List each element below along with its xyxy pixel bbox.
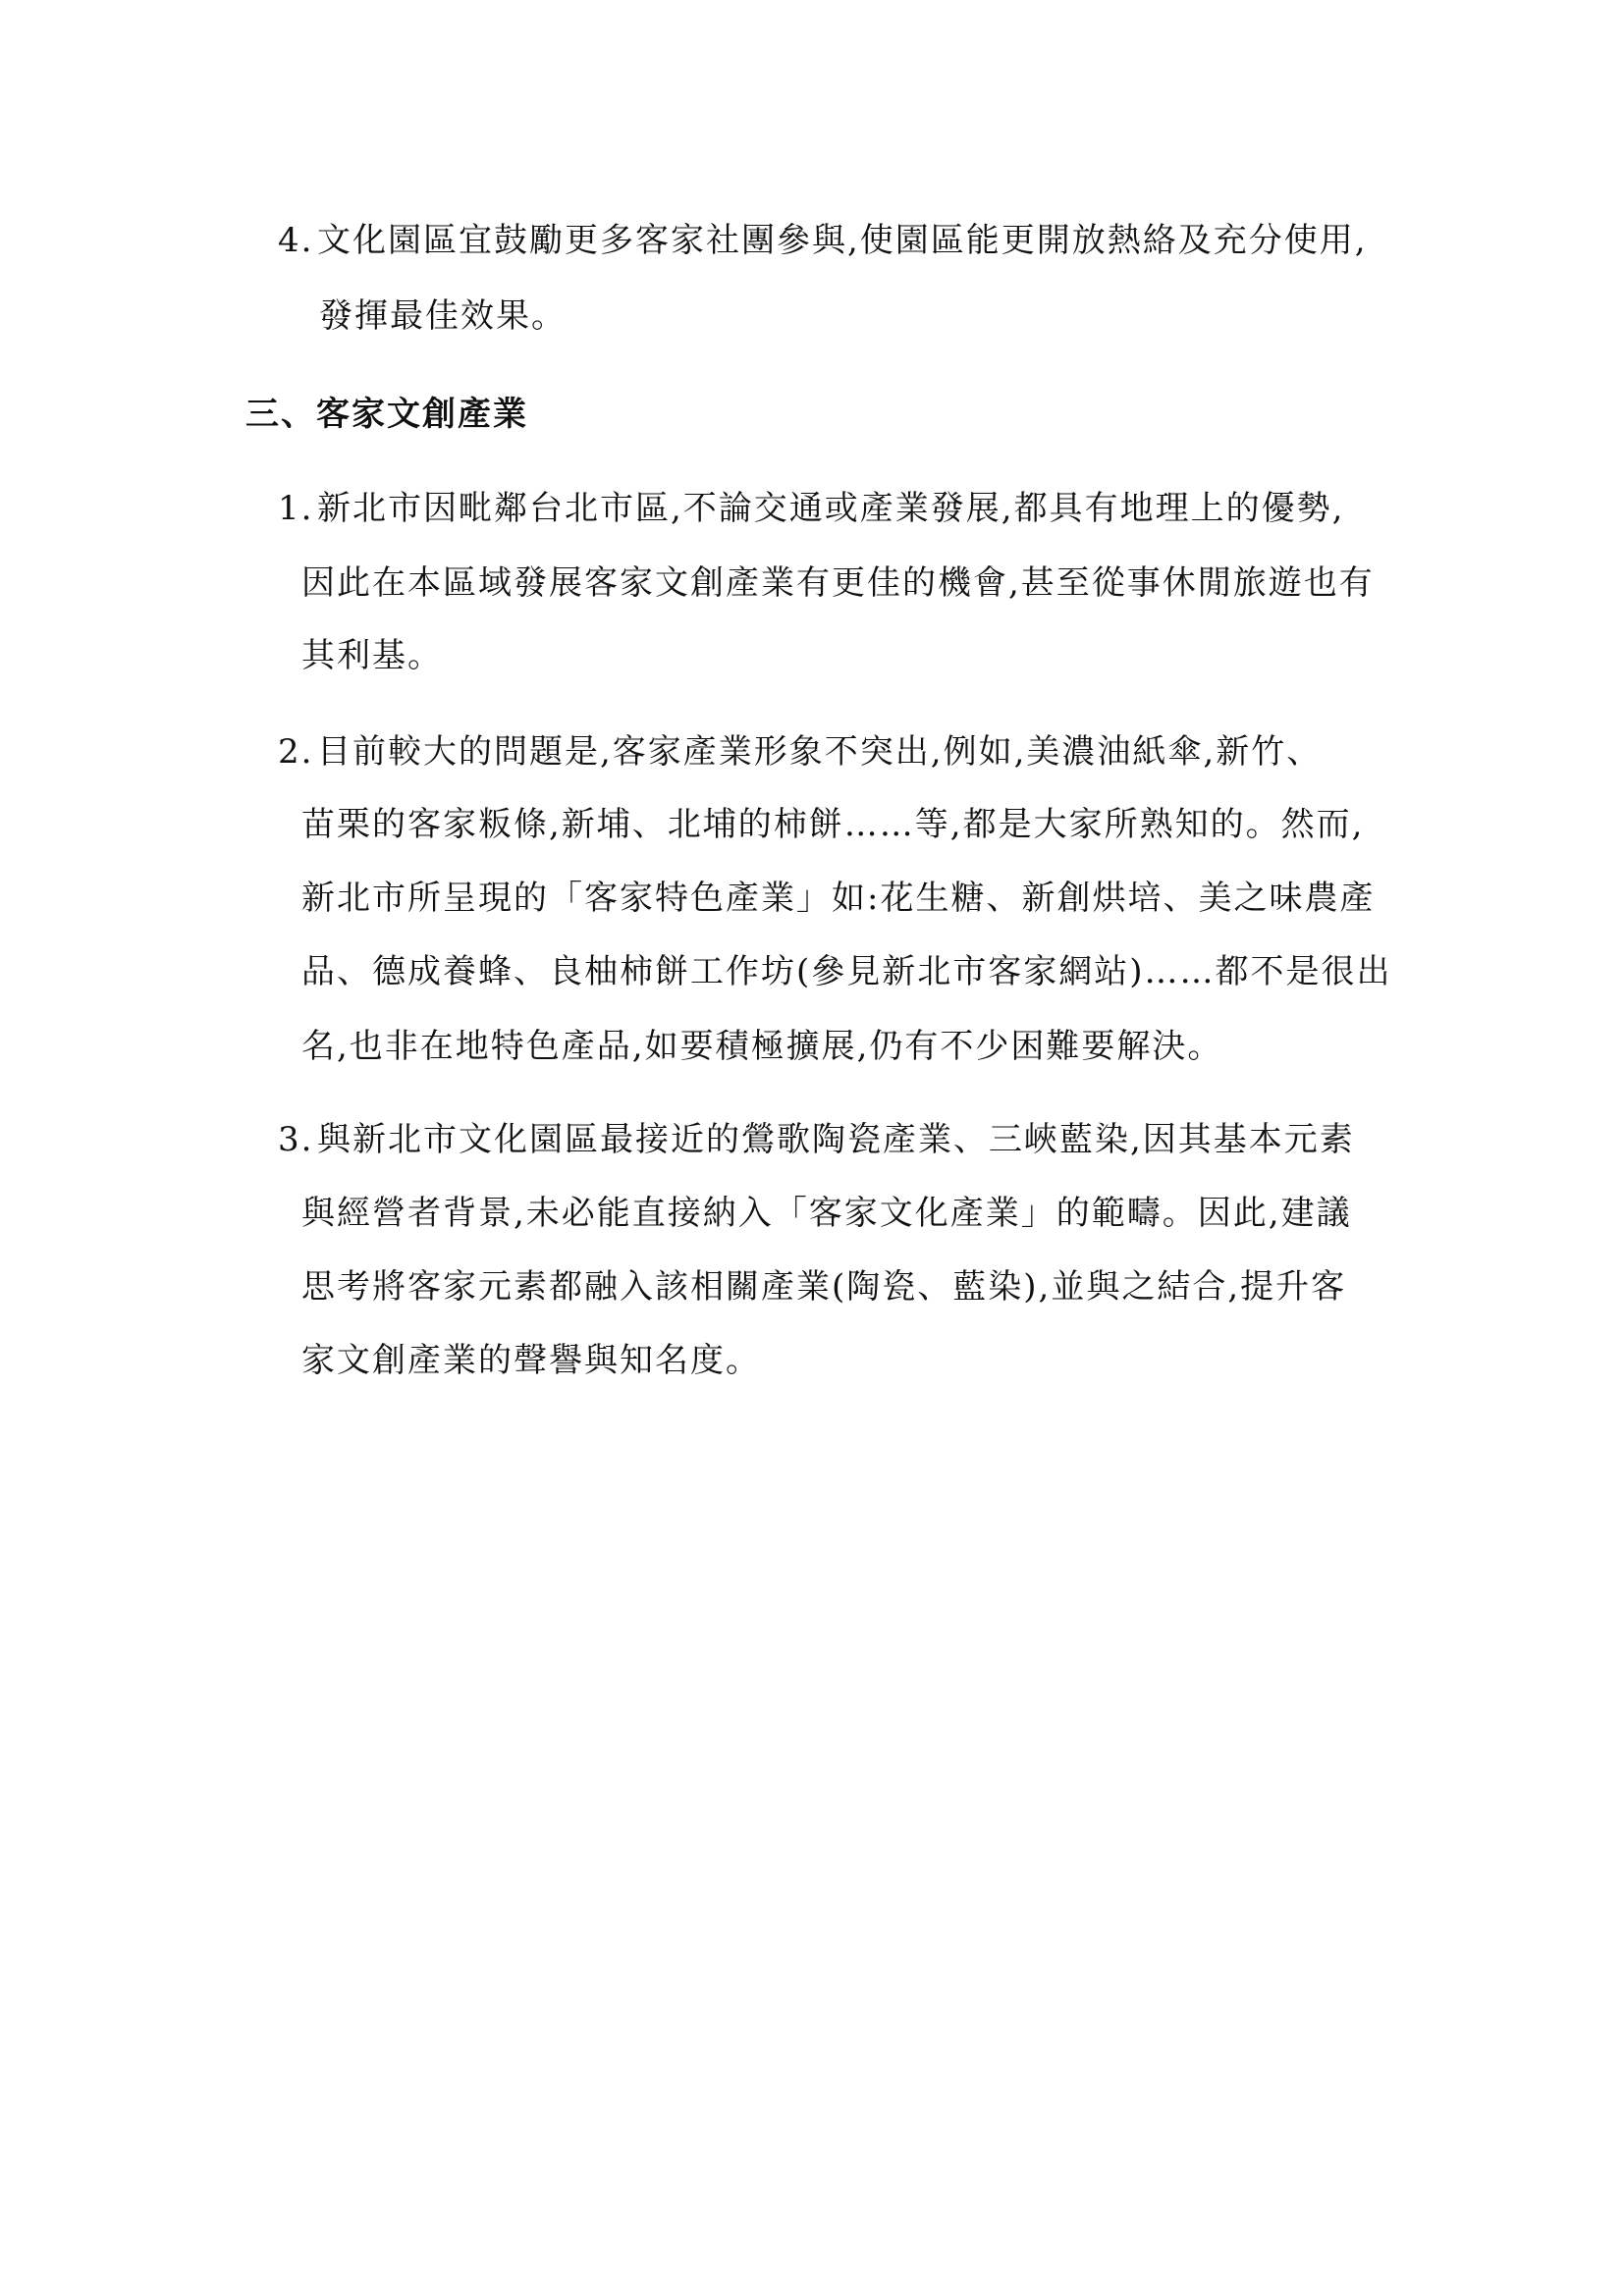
item-3-line-4: 家文創產業的聲譽與知名度。 — [301, 1341, 761, 1380]
item-4-line-1 — [278, 221, 1368, 260]
item-4-line-2: 發揮最佳效果。 — [319, 296, 567, 336]
item-1-line-1 — [278, 489, 1344, 528]
item-3-line-2: 與經營者背景,未必能直接納入「客家文化產業」的範疇。因此,建議 — [301, 1194, 1352, 1233]
item-2-line-5: 名,也非在地特色產品,如要積極擴展,仍有不少困難要解決。 — [301, 1027, 1223, 1066]
item-1-text-1: 新北市因毗鄰台北市區,不論交通或產業發展,都具有地理上的優勢, — [317, 489, 1345, 528]
item-4-text-1: 文化園區宜鼓勵更多客家社團參與,使園區能更開放熱絡及充分使用, — [317, 221, 1368, 260]
item-1-line-3: 其利基。 — [301, 636, 443, 675]
item-1-line-2: 因此在本區域發展客家文創產業有更佳的機會,甚至從事休閒旅遊也有 — [301, 563, 1375, 603]
item-3-text-1: 與新北市文化園區最接近的鶯歌陶瓷產業、三峽藍染,因其基本元素 — [317, 1120, 1355, 1159]
item-4-number: 4. — [278, 221, 314, 260]
item-3-line-3: 思考將客家元素都融入該相關產業(陶瓷、藍染),並與之結合,提升客 — [301, 1267, 1347, 1307]
item-2-number: 2. — [278, 732, 314, 772]
item-2-line-3: 新北市所呈現的「客家特色產業」如:花生糖、新創烘培、美之味農產 — [301, 879, 1376, 918]
item-1-number: 1. — [278, 489, 314, 528]
item-2-line-2: 苗栗的客家粄條,新埔、北埔的柿餅……等,都是大家所熟知的。然而, — [301, 805, 1365, 844]
section-heading: 三、客家文創產業 — [245, 395, 528, 434]
item-2-line-4: 品、德成養蜂、良柚柿餅工作坊(參見新北市客家網站)……都不是很出 — [301, 952, 1392, 991]
item-3-number: 3. — [278, 1120, 314, 1159]
item-2-text-1: 目前較大的問題是,客家產業形象不突出,例如,美濃油紙傘,新竹、 — [317, 732, 1323, 772]
item-2-line-1 — [278, 732, 1322, 772]
item-3-line-1 — [278, 1120, 1355, 1159]
